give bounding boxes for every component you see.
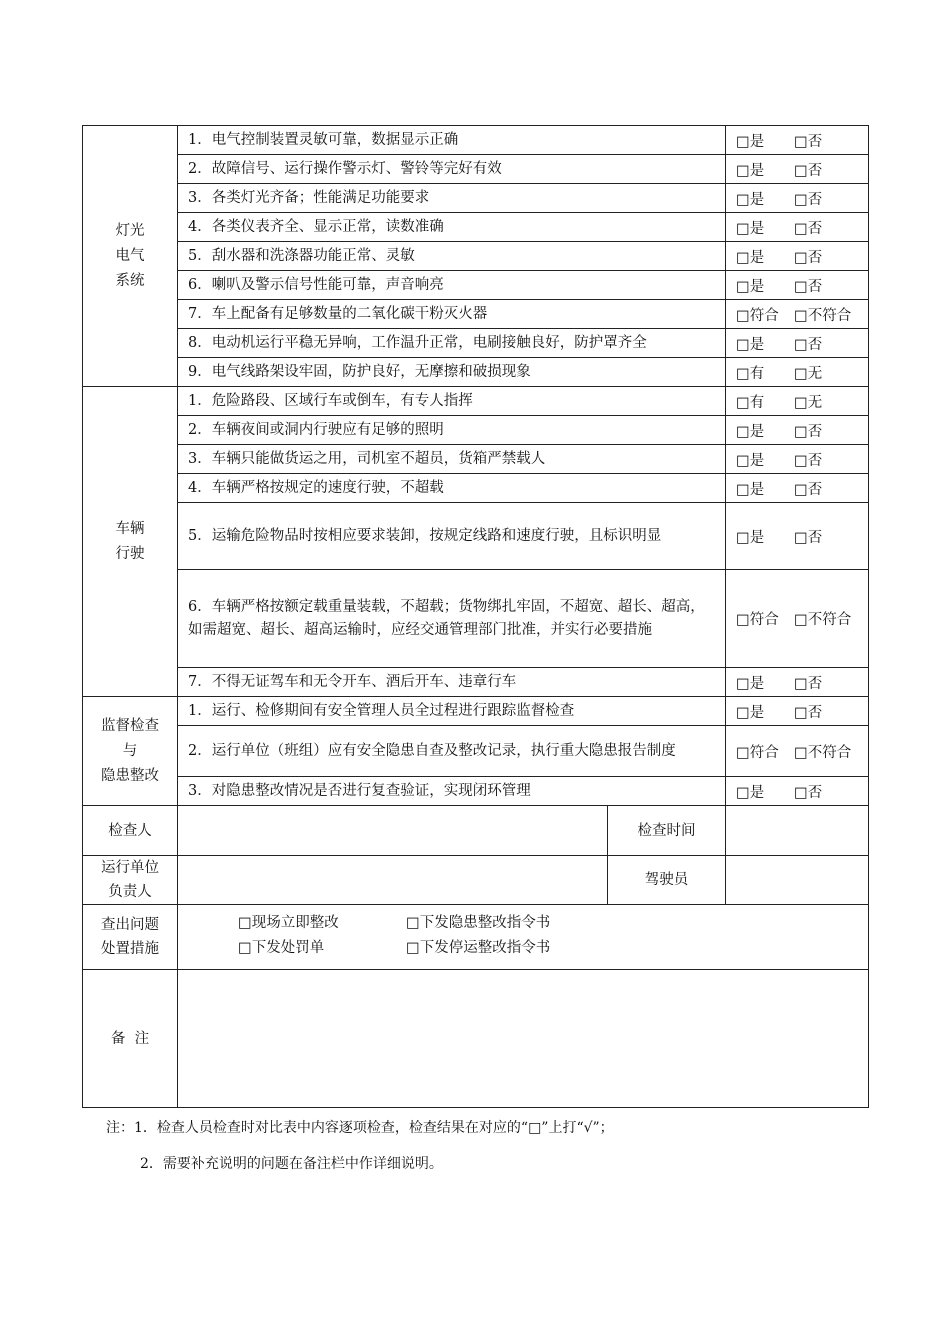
check-item: 7．不得无证驾车和无令开车、酒后开车、违章行车 [178, 668, 726, 697]
category-line: 行驶 [115, 545, 145, 562]
check-item: 1．危险路段、区域行车或倒车，有专人指挥 [178, 387, 726, 416]
category-line: 系统 [115, 272, 145, 289]
option-yes[interactable]: □是 [736, 249, 765, 266]
check-options[interactable] [726, 697, 869, 726]
check-item: 7．车上配备有足够数量的二氧化碳干粉灭火器 [178, 300, 726, 329]
check-options[interactable] [726, 474, 869, 503]
option-yes[interactable]: □是 [736, 162, 765, 179]
option-conform[interactable]: □符合 [736, 307, 779, 324]
unit-head-field[interactable] [178, 856, 608, 905]
label-line: 处置措施 [101, 941, 159, 957]
check-options[interactable] [726, 126, 869, 155]
option-no[interactable]: □否 [794, 162, 823, 179]
check-options[interactable] [726, 300, 869, 329]
category-lighting-electrical [83, 126, 178, 387]
option-nonconform[interactable]: □不符合 [794, 612, 852, 628]
option-yes[interactable]: □是 [736, 784, 765, 801]
check-item: 6．喇叭及警示信号性能可靠，声音响亮 [178, 271, 726, 300]
category-line: 灯光 [115, 222, 145, 239]
option-yes[interactable]: □是 [736, 336, 765, 353]
check-options[interactable] [726, 242, 869, 271]
check-item: 1．运行、检修期间有安全管理人员全过程进行跟踪监督检查 [178, 697, 726, 726]
check-options[interactable] [726, 387, 869, 416]
option-no[interactable]: □否 [794, 452, 823, 469]
option-no[interactable]: □否 [794, 784, 823, 801]
check-options[interactable] [726, 358, 869, 387]
option-no[interactable]: □否 [794, 133, 823, 150]
option-yes[interactable]: □是 [736, 704, 765, 721]
check-item: 4．车辆严格按规定的速度行驶，不超载 [178, 474, 726, 503]
remarks-label: 备 注 [83, 970, 178, 1108]
label-line: 查出问题 [101, 917, 159, 933]
measures-label [83, 905, 178, 970]
measure-immediate-rectify[interactable]: □现场立即整改 [238, 915, 339, 931]
option-conform[interactable]: □符合 [736, 744, 779, 761]
check-options[interactable] [726, 570, 869, 668]
option-yes[interactable]: □是 [736, 191, 765, 208]
option-no[interactable]: □否 [794, 278, 823, 295]
check-options[interactable] [726, 503, 869, 570]
option-yes[interactable]: □是 [736, 675, 765, 692]
note-2: 2．需要补充说明的问题在备注栏中作详细说明。 [140, 1156, 443, 1172]
option-yes[interactable]: □是 [736, 529, 765, 546]
option-no[interactable]: □否 [794, 675, 823, 692]
remarks-field[interactable] [178, 970, 869, 1108]
option-no[interactable]: □否 [794, 249, 823, 266]
measures-options [178, 905, 869, 970]
check-item: 5．运输危险物品时按相应要求装卸，按规定线路和速度行驶，且标识明显 [178, 503, 726, 570]
category-vehicle-driving [83, 387, 178, 697]
inspection-table [82, 125, 869, 1108]
category-line: 监督检查 [101, 717, 159, 734]
option-no[interactable]: □否 [794, 423, 823, 440]
inspection-time-label: 检查时间 [608, 806, 726, 856]
check-item: 2．运行单位（班组）应有安全隐患自查及整改记录，执行重大隐患报告制度 [178, 726, 726, 777]
check-options[interactable] [726, 213, 869, 242]
category-line: 与 [122, 742, 138, 759]
check-item: 1．电气控制装置灵敏可靠，数据显示正确 [178, 126, 726, 155]
category-line: 车辆 [115, 520, 145, 537]
option-yes[interactable]: □是 [736, 220, 765, 237]
option-conform[interactable]: □符合 [736, 612, 779, 628]
option-none[interactable]: □无 [794, 394, 823, 411]
label-line: 运行单位 [101, 860, 159, 876]
option-yes[interactable]: □是 [736, 452, 765, 469]
inspector-label: 检查人 [83, 806, 178, 856]
inspector-field[interactable] [178, 806, 608, 856]
category-line: 电气 [115, 247, 145, 264]
option-no[interactable]: □否 [794, 336, 823, 353]
label-line: 负责人 [108, 884, 152, 900]
check-options[interactable] [726, 777, 869, 806]
option-no[interactable]: □否 [794, 481, 823, 498]
check-options[interactable] [726, 329, 869, 358]
note-1: 注：1．检查人员检查时对比表中内容逐项检查，检查结果在对应的“□”上打“√”； [106, 1120, 614, 1136]
option-nonconform[interactable]: □不符合 [794, 307, 852, 324]
check-options[interactable] [726, 155, 869, 184]
check-options[interactable] [726, 184, 869, 213]
option-yes[interactable]: □是 [736, 481, 765, 498]
check-options[interactable] [726, 416, 869, 445]
option-have[interactable]: □有 [736, 365, 765, 382]
option-no[interactable]: □否 [794, 191, 823, 208]
option-none[interactable]: □无 [794, 365, 823, 382]
driver-label: 驾驶员 [608, 856, 726, 905]
check-item: 3．各类灯光齐备；性能满足功能要求 [178, 184, 726, 213]
check-item: 3．对隐患整改情况是否进行复查验证，实现闭环管理 [178, 777, 726, 806]
check-item: 2．故障信号、运行操作警示灯、警铃等完好有效 [178, 155, 726, 184]
option-yes[interactable]: □是 [736, 278, 765, 295]
check-options[interactable] [726, 271, 869, 300]
driver-field[interactable] [726, 856, 869, 905]
option-no[interactable]: □否 [794, 529, 823, 546]
check-item: 6．车辆严格按额定载重量装载，不超载；货物绑扎牢固，不超宽、超长、超高，如需超宽、超长、超高运输时，应经交通管理部门批准，并实行必要措施 [178, 570, 726, 668]
option-no[interactable]: □否 [794, 220, 823, 237]
unit-head-label [83, 856, 178, 905]
measure-penalty-notice[interactable]: □下发处罚单 [238, 940, 325, 956]
inspection-time-field[interactable] [726, 806, 869, 856]
option-have[interactable]: □有 [736, 394, 765, 411]
check-options[interactable] [726, 726, 869, 777]
check-options[interactable] [726, 445, 869, 474]
measure-hazard-notice[interactable]: □下发隐患整改指令书 [406, 915, 551, 931]
check-item: 3．车辆只能做货运之用，司机室不超员，货箱严禁载人 [178, 445, 726, 474]
check-item: 9．电气线路架设牢固，防护良好，无摩擦和破损现象 [178, 358, 726, 387]
option-nonconform[interactable]: □不符合 [794, 744, 852, 761]
notes [106, 1118, 614, 1174]
check-item: 8．电动机运行平稳无异响，工作温升正常，电刷接触良好，防护罩齐全 [178, 329, 726, 358]
category-supervision-rectification [83, 697, 178, 806]
option-yes[interactable]: □是 [736, 133, 765, 150]
option-yes[interactable]: □是 [736, 423, 765, 440]
category-line: 隐患整改 [101, 767, 159, 784]
check-item: 5．刮水器和洗涤器功能正常、灵敏 [178, 242, 726, 271]
measure-suspension-notice[interactable]: □下发停运整改指令书 [406, 940, 551, 956]
check-item: 4．各类仪表齐全、显示正常，读数准确 [178, 213, 726, 242]
check-options[interactable] [726, 668, 869, 697]
check-item: 2．车辆夜间或洞内行驶应有足够的照明 [178, 416, 726, 445]
option-no[interactable]: □否 [794, 704, 823, 721]
